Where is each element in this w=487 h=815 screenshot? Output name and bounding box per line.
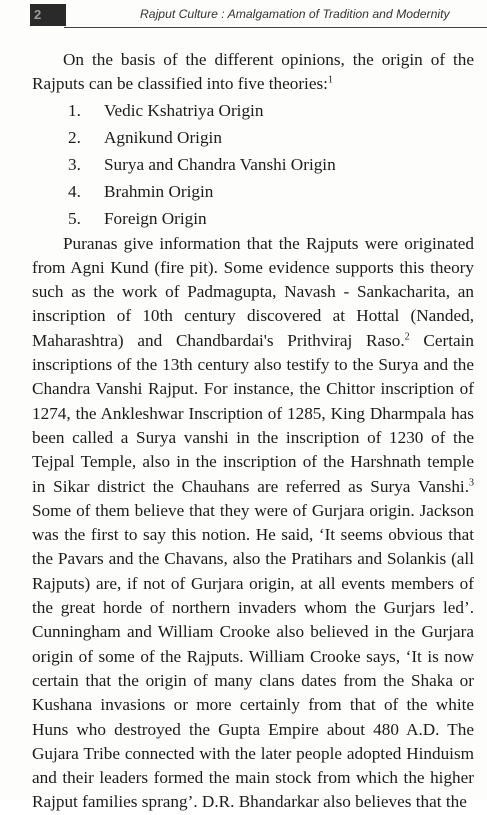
footnote-ref-1: 1 — [327, 74, 333, 86]
list-item — [32, 151, 474, 178]
list-item-label: Foreign Origin — [104, 208, 207, 228]
list-item-label: Surya and Chandra Vanshi Origin — [104, 154, 336, 174]
list-item-label: Vedic Kshatriya Origin — [104, 100, 264, 120]
theories-list — [32, 97, 474, 232]
list-item-label: Brahmin Origin — [104, 181, 214, 201]
intro-paragraph — [32, 48, 474, 97]
list-item-number: 2. — [68, 127, 81, 147]
list-item-number: 4. — [68, 181, 81, 201]
list-item-number: 1. — [68, 100, 81, 120]
footnote-ref-3: 3 — [469, 476, 474, 488]
list-item-number: 5. — [68, 208, 81, 228]
list-item — [32, 124, 474, 151]
list-item-number: 3. — [68, 154, 81, 174]
main-paragraph-part-2: Certain inscriptions of the 13th century also testify to the Surya and the Chandra Vanshi Rajput. For instance, the Chittor inscription of 1274, the Ankleshwar Inscription of 1285, King Dharmpala has been called a Surya vanshi in the inscription of 1230 of the Tejpal Temple, also in the inscription of the Harshnath temple in Sikar district the Chauhans are referred as Surya Vanshi. — [32, 330, 474, 496]
list-item — [32, 97, 474, 124]
footnote-ref-2: 2 — [404, 331, 410, 343]
page-header — [0, 0, 487, 32]
intro-text: On the basis of the different opinions, the origin of the Rajputs can be classified into five theories: — [32, 50, 474, 94]
header-rule — [64, 27, 487, 28]
running-title: Rajput Culture : Amalgamation of Tradition and Modernity — [140, 7, 450, 21]
main-paragraph — [32, 232, 474, 815]
main-paragraph-part-1: Puranas give information that the Rajputs were originated from Agni Kund (fire pit). Some evidence supports this theory such as the work of Padmagupta, Navash - Sankacharita, an inscription of 10th century discovered at Hottal (Nanded, Maharashtra) and Chandbardai's Prithviraj Raso. — [32, 233, 474, 350]
main-paragraph-part-3: Some of them believe that they were of Gurjara origin. Jackson was the first to say this notion. He said, ‘It seems obvious that the Pavars and the Chavans, also the Pratihars and Solankis (all Rajputs) are, if not of Gurjara origin, at all events members of the great horde of northern invaders whom the Gurjars led’. Cunningham and William Crooke also believed in the Gurjara origin of some of the Rajputs. William Crooke says, ‘It is now certain that the origin of many clans dates from the Shaka or Kushana invasions or more certainly from that of the white Huns who destroyed the Gupta Empire about 480 A.D. The Gujara Tribe connected with the later people adopted Hinduism and their leaders formed the main stock from which the higher Rajput families sprang’. D.R. Bhandarkar also believes that the — [32, 500, 474, 812]
body-text — [32, 48, 474, 815]
list-item — [32, 178, 474, 205]
page-number: 2 — [34, 7, 42, 22]
list-item — [32, 205, 474, 232]
list-item-label: Agnikund Origin — [104, 127, 222, 147]
